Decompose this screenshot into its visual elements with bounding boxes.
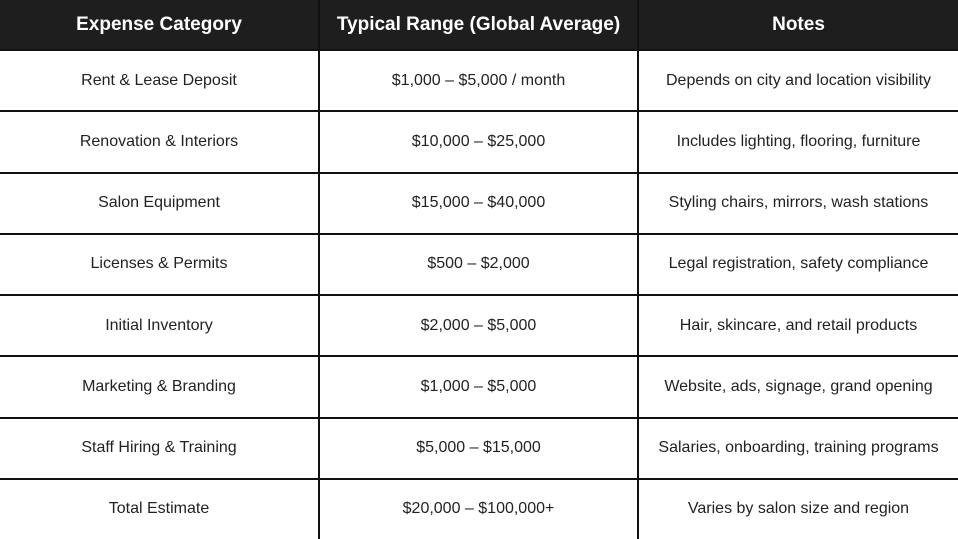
- table-row: [0, 356, 958, 417]
- cell-range: $1,000 – $5,000 / month: [319, 50, 638, 111]
- header-notes: Notes: [638, 0, 958, 50]
- cell-category: Initial Inventory: [0, 295, 319, 356]
- cell-category: Staff Hiring & Training: [0, 418, 319, 479]
- cell-notes: Hair, skincare, and retail products: [638, 295, 958, 356]
- table-row-total: [0, 479, 958, 539]
- cell-notes: Depends on city and location visibility: [638, 50, 958, 111]
- table-row: [0, 418, 958, 479]
- table-row: [0, 111, 958, 172]
- cell-range: $10,000 – $25,000: [319, 111, 638, 172]
- cell-notes: Website, ads, signage, grand opening: [638, 356, 958, 417]
- cell-range: $2,000 – $5,000: [319, 295, 638, 356]
- table-row: [0, 173, 958, 234]
- cell-range: $15,000 – $40,000: [319, 173, 638, 234]
- cell-notes: Styling chairs, mirrors, wash stations: [638, 173, 958, 234]
- header-expense-category: Expense Category: [0, 0, 319, 50]
- table-row: [0, 50, 958, 111]
- cell-range: $5,000 – $15,000: [319, 418, 638, 479]
- cell-range: $500 – $2,000: [319, 234, 638, 295]
- cell-notes: Varies by salon size and region: [638, 479, 958, 539]
- cell-category: Licenses & Permits: [0, 234, 319, 295]
- cell-notes: Salaries, onboarding, training programs: [638, 418, 958, 479]
- cell-category: Renovation & Interiors: [0, 111, 319, 172]
- table-row: [0, 234, 958, 295]
- cell-category: Salon Equipment: [0, 173, 319, 234]
- table-header-row: [0, 0, 958, 50]
- header-typical-range: Typical Range (Global Average): [319, 0, 638, 50]
- cell-category: Rent & Lease Deposit: [0, 50, 319, 111]
- cell-notes: Includes lighting, flooring, furniture: [638, 111, 958, 172]
- cell-notes: Legal registration, safety compliance: [638, 234, 958, 295]
- table-row: [0, 295, 958, 356]
- cell-category: Total Estimate: [0, 479, 319, 539]
- cell-range: $1,000 – $5,000: [319, 356, 638, 417]
- cell-range: $20,000 – $100,000+: [319, 479, 638, 539]
- cell-category: Marketing & Branding: [0, 356, 319, 417]
